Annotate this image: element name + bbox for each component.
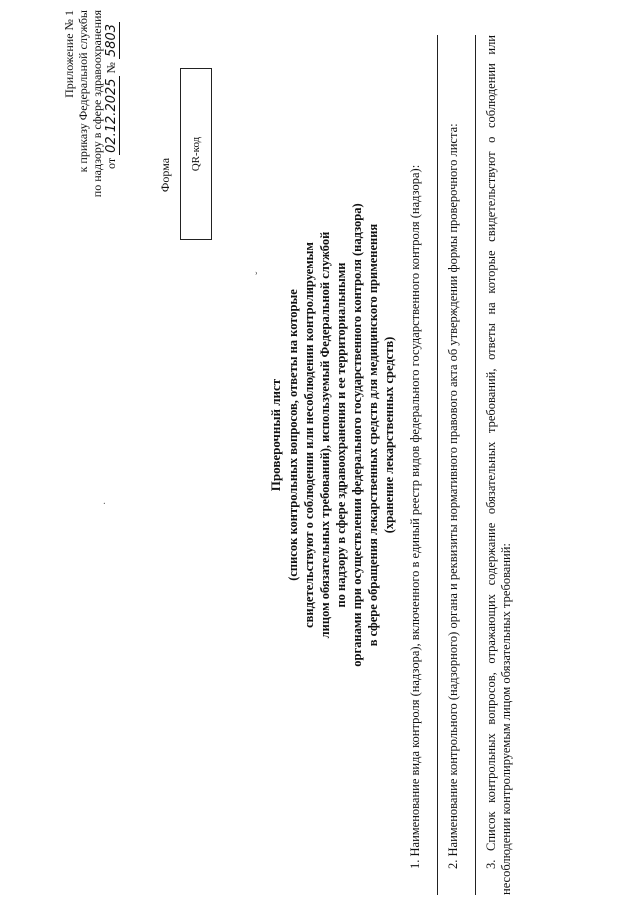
appendix-header <box>62 10 119 225</box>
checklist-fields <box>408 35 522 895</box>
qr-code-label: QR-код <box>190 136 202 172</box>
field-questions-list <box>484 35 514 895</box>
title-line: в сфере обращения лекарственных средств для медицинского применения <box>366 223 380 647</box>
title-line: лицом обязательных требований), используемый Федеральной службой <box>318 231 332 639</box>
title-line: (хранение лекарственных средств) <box>382 336 396 534</box>
qr-code-box <box>180 68 212 240</box>
page-title: Проверочный лист <box>268 378 283 492</box>
appendix-date-line <box>104 10 119 225</box>
number-prefix: № <box>104 62 118 74</box>
appendix-agency: по надзору в сфере здравоохранения <box>90 10 104 198</box>
order-number: 5803 <box>104 23 119 58</box>
title-line: по надзору в сфере здравоохранения и ее территориальными <box>334 262 348 608</box>
checklist-title <box>268 125 397 745</box>
title-line: органами при осуществлении федерального государственного контроля (надзора) <box>350 203 364 667</box>
answer-line[interactable] <box>437 35 438 895</box>
scan-speck: · <box>100 501 111 505</box>
scan-speck: ˇ <box>255 271 266 275</box>
field-label: 2. Наименование контрольного (надзорного) органа и реквизиты нормативного правового акта об утверждении формы проверочного листа: <box>446 123 460 869</box>
field-label: 3. Список контрольных вопросов, отражающих содержание обязательных требований, ответы на которые свидетельствуют о соблюдении или несоблюдении контролируемым лицом обязательных требований: <box>484 35 513 895</box>
field-label: 1. Наименование вида контроля (надзора), включенного в единый реестр видов федерального государственного контроля (надзора): <box>408 164 422 869</box>
field-control-type <box>408 35 438 895</box>
title-line: (список контрольных вопросов, ответы на которые <box>286 289 300 581</box>
answer-line[interactable] <box>475 35 476 895</box>
date-prefix: от <box>104 157 118 169</box>
appendix-number: Приложение № 1 <box>62 10 76 98</box>
appendix-order-ref: к приказу Федеральной службы <box>76 10 90 173</box>
form-label: Форма <box>158 157 172 193</box>
title-line: свидетельствуют о соблюдении или несоблюдении контролируемым <box>302 242 316 628</box>
field-authority <box>446 35 476 895</box>
order-date: 02.12.2025 <box>104 78 119 153</box>
